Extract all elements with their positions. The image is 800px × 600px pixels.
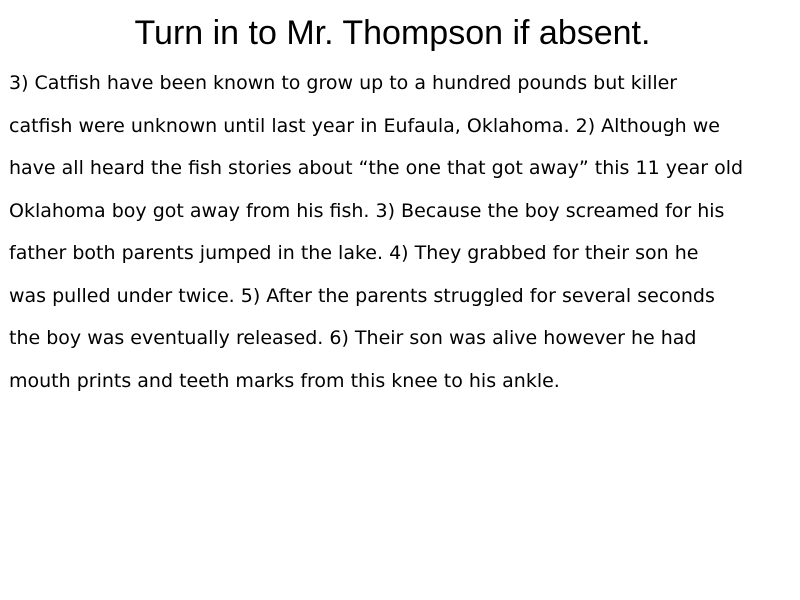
body-line: mouth prints and teeth marks from this knee to his ankle. (9, 369, 560, 392)
slide-title: Turn in to Mr. Thompson if absent. (134, 14, 651, 52)
body-line: Oklahoma boy got away from his fish. 3) Because the boy screamed for his (9, 199, 725, 222)
body-line: catfish were unknown until last year in Eufaula, Oklahoma. 2) Although we (9, 114, 720, 137)
body-line: the boy was eventually released. 6) Their son was alive however he had (9, 327, 697, 349)
body-line: have all heard the fish stories about “the one that got away” this 11 year old (9, 157, 744, 179)
slide-body-text (9, 62, 787, 402)
body-line: was pulled under twice. 5) After the parents struggled for several seconds (9, 284, 715, 307)
body-line: 3) Catfish have been known to grow up to a hundred pounds but killer (9, 72, 678, 94)
body-line: father both parents jumped in the lake. 4) They grabbed for their son he (9, 242, 699, 264)
